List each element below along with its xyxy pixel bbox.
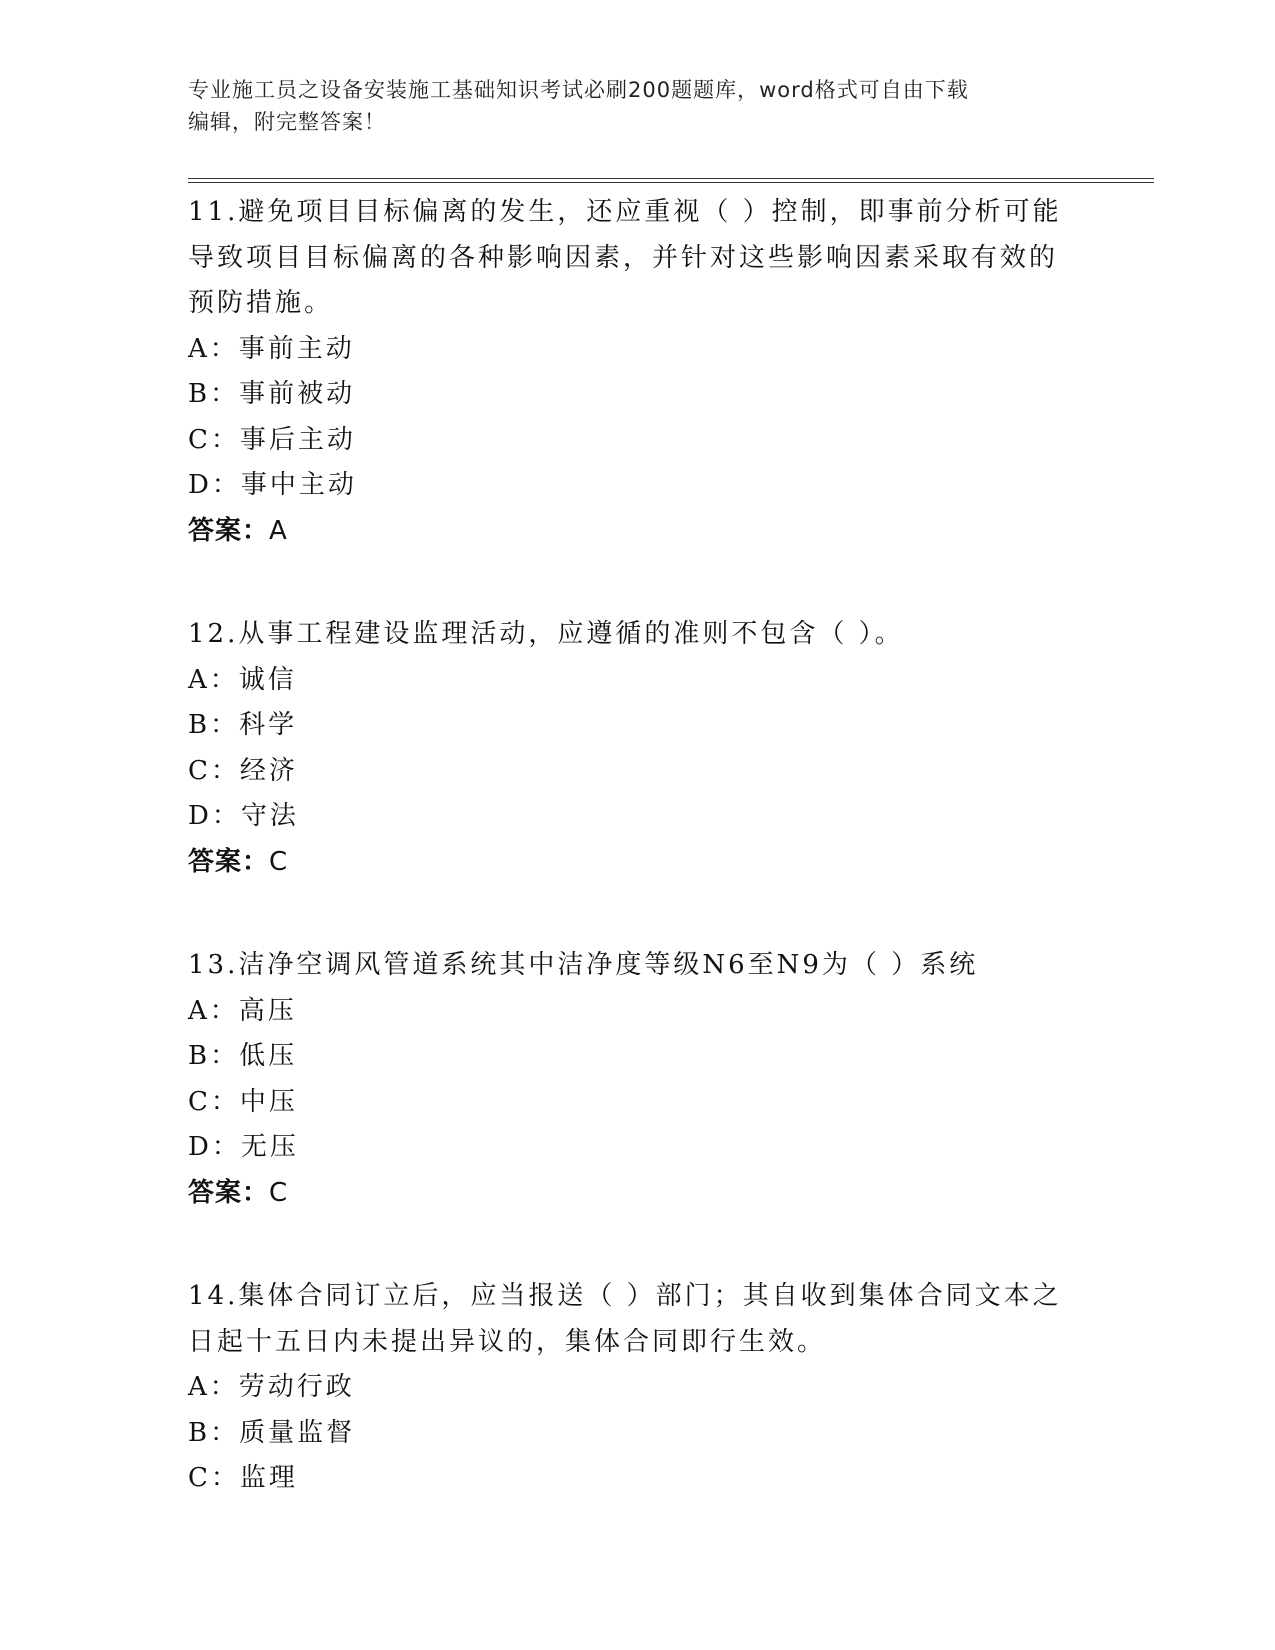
- header-line-1: 专业施工员之设备安装施工基础知识考试必刷200题题库，word格式可自由下载: [188, 78, 969, 102]
- option-text: 守法: [240, 801, 299, 831]
- answer-value: C: [269, 1177, 289, 1208]
- stem-line: 14.集体合同订立后，应当报送（ ）部门；其自收到集体合同文本之: [188, 1281, 1062, 1311]
- stem-line: 13.洁净空调风管道系统其中洁净度等级N6至N9为（ ）系统: [188, 950, 979, 980]
- document-header: [188, 74, 1088, 138]
- answer-label: 答案：: [188, 1177, 270, 1208]
- option-text: 事前主动: [238, 333, 355, 364]
- option-text: 高压: [238, 995, 297, 1026]
- option-text: 经济: [239, 755, 298, 786]
- option-d: [188, 1125, 1088, 1171]
- option-a: [188, 658, 1088, 704]
- answer-value: C: [269, 846, 289, 877]
- option-b: [188, 1411, 1088, 1457]
- option-key: B：: [188, 710, 240, 740]
- option-key: A：: [188, 664, 239, 695]
- option-key: D：: [188, 1132, 241, 1162]
- option-text: 低压: [239, 1041, 298, 1071]
- option-b: [188, 372, 1088, 418]
- option-a: [188, 1365, 1088, 1411]
- option-key: B：: [188, 1417, 240, 1448]
- question-stem: [188, 943, 1088, 989]
- option-text: 质量监督: [239, 1417, 356, 1448]
- question-stem: [188, 1274, 1088, 1365]
- option-text: 诚信: [238, 664, 297, 695]
- option-text: 事后主动: [239, 424, 356, 455]
- option-key: D：: [188, 470, 241, 500]
- stem-line: 12.从事工程建设监理活动，应遵循的准则不包含（ ）。: [188, 619, 904, 649]
- stem-line: 预防措施。: [188, 288, 334, 318]
- header-divider-top: [188, 178, 1154, 179]
- answer-line: [188, 1171, 1088, 1217]
- header-line-2: 编辑，附完整答案！: [188, 110, 386, 134]
- option-key: C：: [188, 1086, 240, 1117]
- question-11: [188, 190, 1088, 554]
- option-c: [188, 1456, 1088, 1502]
- header-divider-bottom: [188, 182, 1154, 183]
- answer-line: [188, 509, 1088, 555]
- option-d: [188, 794, 1088, 840]
- option-text: 中压: [239, 1086, 298, 1117]
- option-text: 事前被动: [239, 379, 356, 409]
- stem-line: 日起十五日内未提出异议的，集体合同即行生效。: [188, 1326, 827, 1357]
- question-stem: [188, 190, 1088, 327]
- question-14: [188, 1274, 1088, 1502]
- option-text: 科学: [239, 710, 298, 740]
- option-b: [188, 1034, 1088, 1080]
- option-c: [188, 749, 1088, 795]
- option-key: C：: [188, 755, 240, 786]
- option-key: A：: [188, 333, 239, 364]
- option-key: D：: [188, 801, 241, 831]
- answer-label: 答案：: [188, 846, 270, 877]
- question-13: [188, 943, 1088, 1216]
- option-c: [188, 1080, 1088, 1126]
- option-key: A：: [188, 995, 239, 1026]
- option-text: 劳动行政: [238, 1372, 355, 1402]
- question-12: [188, 612, 1088, 885]
- option-key: C：: [188, 1463, 240, 1493]
- option-d: [188, 463, 1088, 509]
- option-text: 监理: [239, 1463, 298, 1493]
- option-text: 无压: [240, 1132, 299, 1162]
- option-b: [188, 703, 1088, 749]
- option-key: C：: [188, 424, 240, 455]
- answer-line: [188, 840, 1088, 886]
- option-key: B：: [188, 1041, 240, 1071]
- answer-label: 答案：: [188, 515, 270, 546]
- option-text: 事中主动: [240, 470, 357, 500]
- option-a: [188, 327, 1088, 373]
- option-key: A：: [188, 1372, 239, 1402]
- question-list: [188, 190, 1088, 1502]
- option-key: B：: [188, 379, 240, 409]
- answer-value: A: [269, 515, 288, 546]
- stem-line: 导致项目目标偏离的各种影响因素，并针对这些影响因素采取有效的: [188, 242, 1059, 273]
- option-a: [188, 989, 1088, 1035]
- question-stem: [188, 612, 1088, 658]
- option-c: [188, 418, 1088, 464]
- stem-line: 11.避免项目目标偏离的发生，还应重视（ ）控制，即事前分析可能: [188, 197, 1062, 227]
